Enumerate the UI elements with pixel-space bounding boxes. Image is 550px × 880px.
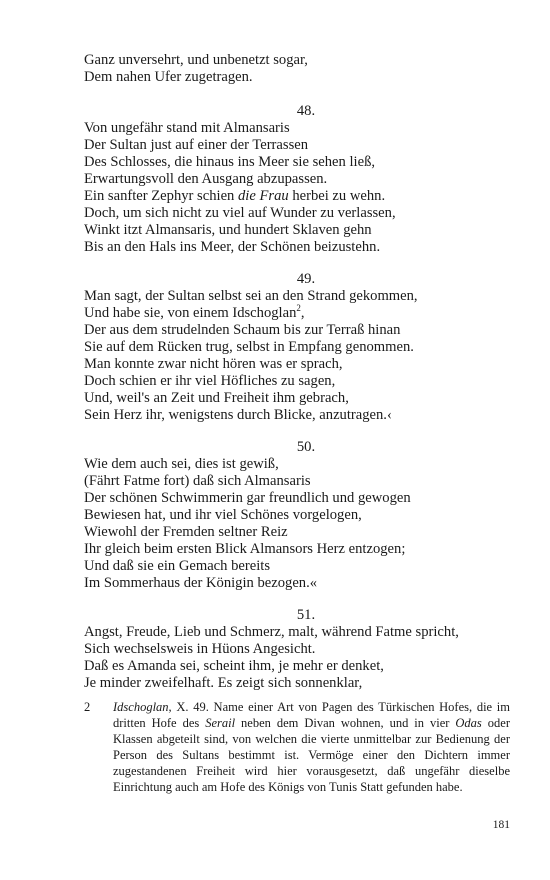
stanza-51: [84, 607, 524, 692]
verse-line: Sich wechselsweis in Hüons Angesicht.: [84, 641, 316, 657]
verse-line: (Fährt Fatme fort) daß sich Almansaris: [84, 473, 311, 489]
verse-line: Im Sommerhaus der Königin bezogen.«: [84, 575, 318, 591]
verse-line: Sein Herz ihr, wenigstens durch Blicke, anzutragen.‹: [84, 407, 392, 423]
footnote-body: oder Klassen abgeteilt sind, von welchen die vierte unmittelbar zur Bedienung der Person des Sultans bestimmt ist. Vermöge einer den Dichtern immer zugestandenen Freiheit wird hier vorausgesetzt, daß ungefähr dieselbe Einrichtung auch am Hofe des Königs von Tunis Statt gefunden habe.: [113, 716, 510, 794]
verse-line: Bis an den Hals ins Meer, der Schönen beizustehn.: [84, 239, 381, 255]
verse-line: Doch, um sich nicht zu viel auf Wunder zu verlassen,: [84, 205, 396, 221]
verse-line: Und daß sie ein Gemach bereits: [84, 558, 271, 574]
verse-text: Ein sanfter Zephyr schien: [84, 188, 238, 204]
verse-line: Der aus dem strudelnden Schaum bis zur Terraß hinan: [84, 322, 401, 338]
verse-line: Bewiesen hat, und ihr viel Schönes vorgelogen,: [84, 507, 362, 523]
stanza-number: 48.: [296, 103, 316, 119]
verse-line: Winkt itzt Almansaris, und hundert Sklaven gehn: [84, 222, 372, 238]
verse-line: Doch schien er ihr viel Höfliches zu sagen,: [84, 373, 336, 389]
footnote-text: [113, 699, 510, 795]
verse-line: Ganz unversehrt, und unbenetzt sogar,: [84, 52, 308, 68]
verse-line: Von ungefähr stand mit Almansaris: [84, 120, 290, 136]
verse-line: Je minder zweifelhaft. Es zeigt sich sonnenklar,: [84, 675, 363, 691]
verse-line: Wiewohl der Fremden seltner Reiz: [84, 524, 288, 540]
verse-line: Wie dem auch sei, dies ist gewiß,: [84, 456, 279, 472]
verse-line: [84, 188, 524, 205]
verse-line: Erwartungsvoll den Ausgang abzupassen.: [84, 171, 328, 187]
intro-lines: [84, 52, 524, 86]
verse-line: Daß es Amanda sei, scheint ihm, je mehr er denket,: [84, 658, 384, 674]
verse-line: Dem nahen Ufer zugetragen.: [84, 69, 253, 85]
verse-line: Und, weil's an Zeit und Freiheit ihm gebrach,: [84, 390, 349, 406]
verse-italic: die Frau: [238, 188, 289, 204]
verse-text: herbei zu wehn.: [288, 188, 386, 204]
verse-line: Der Sultan just auf einer der Terrassen: [84, 137, 309, 153]
verse-line: Sie auf dem Rücken trug, selbst in Empfang genommen.: [84, 339, 414, 355]
verse-line: Der schönen Schwimmerin gar freundlich und gewogen: [84, 490, 411, 506]
stanza-49: [84, 271, 524, 424]
footnote-term: Serail: [205, 716, 236, 730]
verse-line: Man sagt, der Sultan selbst sei an den Strand gekommen,: [84, 288, 418, 304]
verse-text: ,: [300, 305, 305, 321]
footnote-number: 2: [84, 700, 91, 714]
verse-line: Angst, Freude, Lieb und Schmerz, malt, während Fatme spricht,: [84, 624, 459, 640]
verse-line: Ihr gleich beim ersten Blick Almansors Herz entzogen;: [84, 541, 406, 557]
verse-line: [84, 305, 524, 322]
stanza-number: 50.: [296, 439, 316, 455]
stanza-number: 49.: [296, 271, 316, 287]
stanza-48: [84, 103, 524, 256]
footnote-term: Odas: [455, 716, 482, 730]
page-number: 181: [492, 819, 510, 831]
footnote-term: Idschoglan,: [113, 700, 172, 714]
footnote-body: neben dem Divan wohnen, und in vier: [235, 716, 456, 730]
verse-line: Man konnte zwar nicht hören was er sprach,: [84, 356, 343, 372]
stanza-number: 51.: [296, 607, 316, 623]
verse-text: Und habe sie, von einem Idschoglan: [84, 305, 297, 321]
verse-line: Des Schlosses, die hinaus ins Meer sie sehen ließ,: [84, 154, 376, 170]
footnote-reference[interactable]: 2: [296, 303, 301, 314]
footnote-body: X. 49. Name einer Art von Pagen des Türkischen Hofes, die im dritten Hofe des: [113, 700, 510, 730]
stanza-50: [84, 439, 524, 592]
